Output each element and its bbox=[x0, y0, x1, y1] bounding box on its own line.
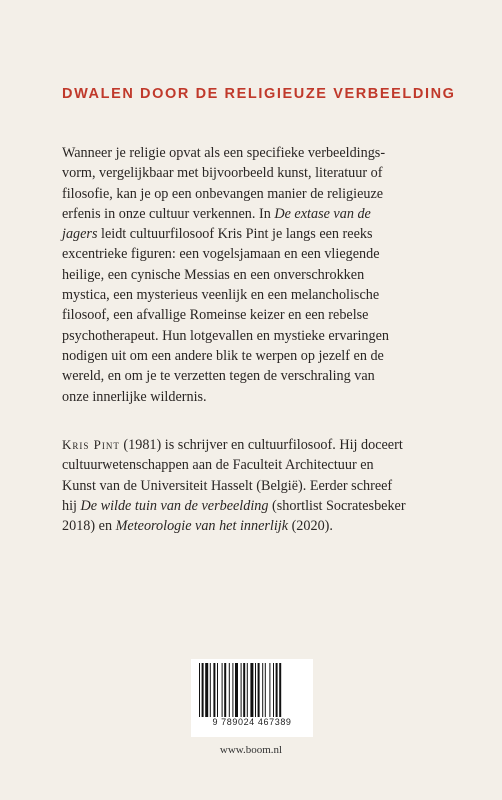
blurb-text: erfenis in onze cultuur verkennen. In bbox=[62, 205, 275, 222]
blurb-line: mystica, een mysterieus veenlijk en een melancholische bbox=[62, 287, 380, 304]
barcode-stripe bbox=[213, 663, 215, 717]
barcode-stripe bbox=[276, 663, 278, 717]
bio-text: (shortlist Socratesbeker bbox=[268, 497, 406, 514]
bio-line bbox=[62, 496, 452, 516]
bio-line: Kunst van de Universiteit Hasselt (België). Eerder schreef bbox=[62, 477, 393, 494]
barcode-bars bbox=[199, 663, 305, 717]
blurb-line: wereld, en om je te verzetten tegen de verschraling van bbox=[62, 368, 375, 385]
blurb-line bbox=[62, 204, 446, 224]
bio-text: hij bbox=[62, 497, 81, 514]
barcode-stripe bbox=[205, 663, 208, 717]
barcode-stripe bbox=[243, 663, 245, 717]
bio-line bbox=[62, 435, 452, 455]
blurb-line: psychotherapeut. Hun lotgevallen en mystieke ervaringen bbox=[62, 327, 389, 344]
book-title: De wilde tuin van de verbeelding bbox=[80, 497, 269, 514]
barcode-stripe bbox=[199, 663, 200, 717]
blurb-line: heilige, een cynische Messias en een onverschrokken bbox=[62, 266, 365, 283]
bio-text: 2018) en bbox=[62, 518, 116, 535]
blurb-line: Wanneer je religie opvat als een specifieke verbeeldings- bbox=[62, 145, 386, 161]
barcode-stripe bbox=[222, 663, 223, 717]
blurb-line: excentrieke figuren: een vogelsjamaan en een vliegende bbox=[62, 246, 380, 263]
blurb-text: leidt cultuurfilosoof Kris Pint je langs een reeks bbox=[97, 226, 373, 243]
barcode-stripe bbox=[217, 663, 218, 717]
barcode-stripe bbox=[224, 663, 226, 717]
barcode-stripe bbox=[250, 663, 253, 717]
barcode-stripe bbox=[273, 663, 274, 717]
barcode bbox=[191, 659, 313, 737]
barcode-stripe bbox=[241, 663, 242, 717]
blurb-line: onze innerlijke wildernis. bbox=[62, 388, 207, 405]
publisher-website: www.boom.nl bbox=[219, 744, 283, 756]
barcode-stripe bbox=[262, 663, 263, 717]
author-bio bbox=[62, 435, 452, 536]
barcode-stripe bbox=[235, 663, 238, 717]
book-title: Meteorologie van het innerlijk bbox=[115, 518, 289, 535]
barcode-stripe bbox=[265, 663, 266, 717]
isbn-number: 9 789024 467389 bbox=[212, 717, 292, 727]
book-title: jagers bbox=[62, 226, 98, 243]
bio-line: cultuurwetenschappen aan de Faculteit Architectuur en bbox=[62, 457, 374, 474]
blurb-line: vorm, vergelijkbaar met bijvoorbeeld kunst, literatuur of bbox=[62, 165, 383, 182]
barcode-stripe bbox=[269, 663, 270, 717]
bio-line bbox=[62, 516, 452, 536]
barcode-stripe bbox=[229, 663, 230, 717]
bio-text: (1981) is schrijver en cultuurfilosoof. Hij doceert bbox=[119, 437, 403, 453]
bio-text: (2020). bbox=[288, 518, 333, 535]
book-title: De extase van de bbox=[274, 205, 371, 222]
barcode-stripe bbox=[255, 663, 256, 717]
barcode-stripe bbox=[202, 663, 204, 717]
barcode-stripe bbox=[258, 663, 260, 717]
barcode-stripe bbox=[232, 663, 233, 717]
author-name: Kris Pint bbox=[62, 437, 120, 452]
blurb-line: nodigen uit om een andere blik te werpen op jezelf en de bbox=[62, 347, 384, 364]
blurb-line: filosoof, een afvallige Romeinse keizer en een rebelse bbox=[62, 307, 369, 324]
barcode-stripe bbox=[210, 663, 211, 717]
blurb-line bbox=[62, 224, 446, 244]
barcode-stripe bbox=[279, 663, 281, 717]
cover-heading: DWALEN DOOR DE RELIGIEUZE VERBEELDING bbox=[62, 86, 456, 102]
book-blurb bbox=[62, 143, 446, 407]
barcode-stripe bbox=[247, 663, 248, 717]
blurb-line: filosofie, kan je op een onbevangen manier de religieuze bbox=[62, 185, 384, 202]
